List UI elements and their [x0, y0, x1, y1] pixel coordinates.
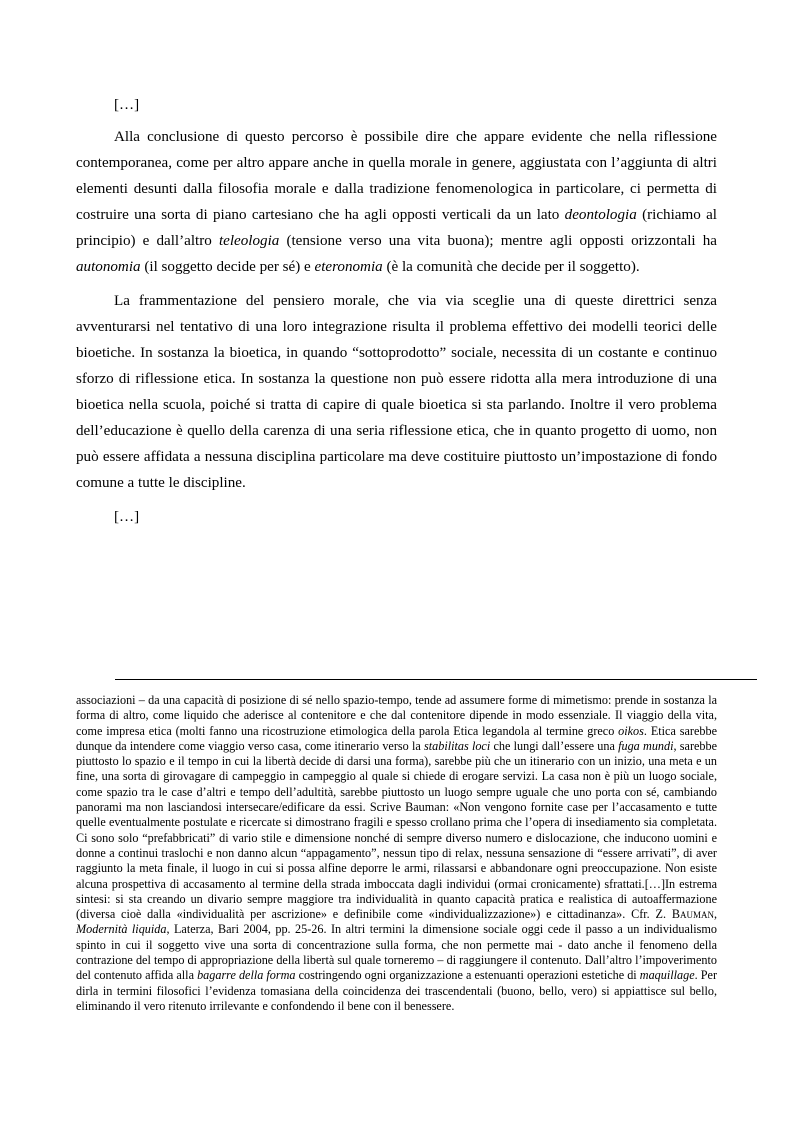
text-span: che lungi dall’essere una: [490, 738, 619, 753]
book-title: Modernità liquida: [76, 922, 167, 937]
text-span: (richiamo al principio) e dall’altro: [76, 207, 717, 249]
text-span: ,: [713, 907, 717, 922]
text-span: costringendo ogni organizzazione a estenuanti operazioni estetiche di: [295, 968, 640, 983]
text-span: . Etica sarebbe dunque da intendere come viaggio verso casa, come itinerario verso la: [76, 723, 717, 753]
term-stabilitas-loci: stabilitas loci: [424, 738, 491, 753]
paragraph-conclusion: [76, 124, 717, 280]
text-span: (tensione verso una vita buona); mentre agli opposti orizzontali ha: [279, 233, 718, 249]
term-deontologia: deontologia: [564, 207, 637, 223]
term-autonomia: autonomia: [76, 259, 141, 275]
footnote: [76, 693, 717, 1014]
ellipsis-bottom: […]: [114, 509, 140, 525]
term-fuga-mundi: fuga mundi: [618, 738, 674, 753]
text-span: , sarebbe piuttosto lo spazio e il tempo in cui la libertà decide di darsi una forma), sarebbe più che un itinerario con un inizio, una meta e un fine, una sorta di girovagare di campeggio in campeggio al quale si chiede di erogare servizi. La casa non è più un luogo sociale, come spazio tra le case d’altri e tempo dell’adultità, sarebbe piuttosto un luogo sempre uguale che uno porta con sé, cambiando panorami ma non lasciandosi intersecare/edificare da essi. Scrive Bauman: «Non vengono fornite case per l’accasamento e tutte quelle eventualmente postulate e ricercate si dimostrano fragili e spesso crollano prima che l’opera di insediamento sia completata. Ci sono solo “prefabbricati” di vario stile e dimensione nonché di sempre diverso numero e dislocazione, che inducono uomini e donne a continui traslochi e non danno alcun “appagamento”, nessun tipo di relax, nessuna sensazione di “essere arrivati”, di aver raggiunto la meta finale, il luogo in cui si possa alfine deporre le armi, rilassarsi e abbandonare ogni preoccupazione. Non esiste alcuna prospettiva di accasamento al termine della strada imboccata dagli individui (ormai cronicamente) sfrattati.[…]In estrema sintesi: si sta creando un divario sempre maggiore tra individualità in quanto capacità pratica e realistica di autoaffermazione (diversa cioè dalla «individualità per ascrizione» e definibile come «individualizzazione») e cittadinanza». Cfr. Z.: [76, 738, 718, 922]
term-bagarre: bagarre della forma: [197, 968, 296, 983]
text-span: (il soggetto decide per sé) e: [140, 259, 315, 275]
term-teleologia: teleologia: [218, 233, 280, 249]
text-span: . Per dirla in termini filosofici l’evidenza tomasiana della coincidenza dei trascendentali (buono, bello, vero) si appiattisce sul bello, eliminando il vero ritenuto irrilevante e confondendo il bene con il benessere.: [76, 968, 717, 1013]
footnote-separator: [115, 679, 757, 680]
text-span: (è la comunità che decide per il soggetto).: [382, 259, 640, 275]
main-text: [76, 92, 717, 536]
text-span: Alla conclusione di questo percorso è possibile dire che appare evidente che nella riflessione contemporanea, come per altro appare anche in quella morale in genere, aggiustata con l’aggiunta di altri elementi desunti dalla filosofia morale e dalla tradizione fenomenologica in particolare, ci permetta di costruire una sorta di piano cartesiano che ha agli opposti verticali da un lato: [76, 129, 717, 223]
text-span: , Laterza, Bari 2004, pp. 25-26. In altri termini la dimensione sociale oggi cede il passo a un individualismo spinto in cui il soggetto vive una sorta di concentrazione sulla forma, che non permette mai - dato anche il fenomeno della contrazione del tempo di appropriazione della libertà sul quale torneremo – di raggiungere il contenuto. Dall’altro l’impoverimento del contenuto affida alla: [76, 922, 717, 983]
term-eteronomia: eteronomia: [314, 259, 383, 275]
term-oikos: oikos: [618, 723, 644, 738]
paragraph-frammentazione: La frammentazione del pensiero morale, che via via sceglie una di queste direttrici senza avventurarsi nel tentativo di una loro integrazione risulta il problema effettivo dei modelli teorici delle bioetiche. In sostanza la bioetica, in quando “sottoprodotto” sociale, necessita di un costante e continuo sforzo di riflessione etica. In sostanza la questione non può essere ridotta alla mera introduzione di una bioetica nella scuola, poiché si tratta di capire di quale bioetica si sta parlando. Inoltre il vero problema dell’educazione è quello della carenza di una seria riflessione etica, che in quanto progetto di uomo, non può essere affidata a nessuna disciplina particolare ma deve costituire piuttosto un’impostazione di fondo comune a tutte le discipline.: [76, 293, 717, 491]
term-maquillage: maquillage: [639, 968, 695, 983]
footnote-text: [76, 693, 717, 1014]
ellipsis-top: […]: [114, 97, 140, 113]
text-span: associazioni – da una capacità di posizione di sé nello spazio-tempo, tende ad assumere forme di mimetismo: prende in sostanza la forma di altro, come liquido che aderisce al contenitore e che dal contenitore dipende in modo essenziale. Il viaggio della vita, come impresa etica (molti fanno una ricostruzione etimologica della parola Etica legandola al termine greco: [76, 693, 717, 738]
author-bauman: Bauman: [671, 907, 714, 922]
